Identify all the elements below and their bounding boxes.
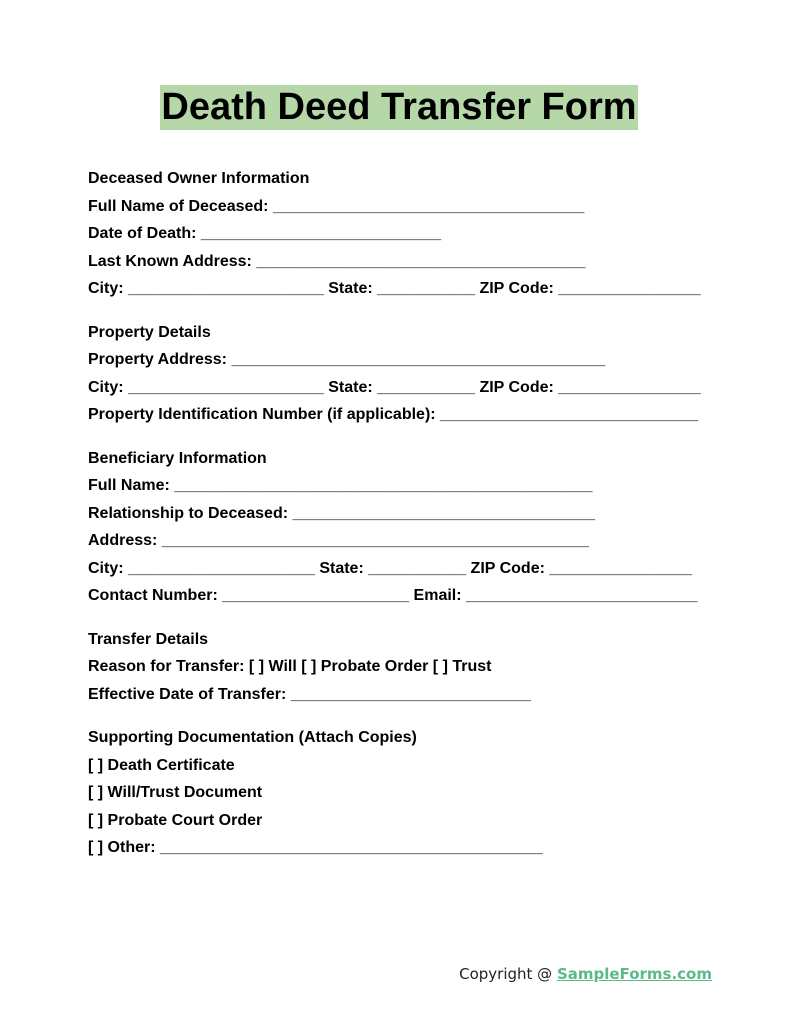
form-field-last-known-address[interactable]: Last Known Address: _____________________________________: [88, 252, 586, 270]
section-heading: Beneficiary Information: [88, 449, 267, 467]
section-heading: Property Details: [88, 323, 211, 341]
form-field-full-name[interactable]: Full Name: _______________________________________________: [88, 477, 593, 494]
section-transfer-details: [88, 626, 728, 709]
section-heading: Supporting Documentation (Attach Copies): [88, 729, 417, 746]
checkbox-other[interactable]: [ ] Other: ___________________________________________: [88, 839, 543, 856]
brand-link[interactable]: SampleForms.com: [556, 965, 712, 983]
form-field-relationship[interactable]: Relationship to Deceased: __________________________________: [88, 504, 596, 522]
form-field-property-id-number[interactable]: Property Identification Number (if applicable): _____________________________: [88, 406, 699, 423]
page-title: Death Deed Transfer Form: [161, 86, 637, 128]
checkbox-death-certificate[interactable]: [ ] Death Certificate: [88, 756, 235, 774]
form-field-city-state-zip[interactable]: City: ______________________ State: ___________ ZIP Code: ________________: [88, 378, 701, 396]
form-field-date-of-death[interactable]: Date of Death: ___________________________: [88, 225, 442, 242]
form-field-full-name-deceased[interactable]: Full Name of Deceased: ___________________________________: [88, 197, 585, 215]
section-supporting-documentation: [88, 724, 728, 862]
form-field-reason-for-transfer[interactable]: Reason for Transfer: [ ] Will [ ] Probate Order [ ] Trust: [88, 658, 492, 675]
form-field-address[interactable]: Address: ________________________________________________: [88, 532, 589, 549]
checkbox-will-trust-document[interactable]: [ ] Will/Trust Document: [88, 784, 263, 801]
form-field-contact-email[interactable]: Contact Number: _____________________ Email: __________________________: [88, 587, 698, 604]
section-property-details: [88, 319, 728, 429]
form-field-city-state-zip[interactable]: City: _____________________ State: ___________ ZIP Code: ________________: [88, 559, 692, 577]
form-field-effective-date[interactable]: Effective Date of Transfer: ___________________________: [88, 685, 531, 703]
copyright-prefix: Copyright @: [459, 965, 557, 983]
form-field-property-address[interactable]: Property Address: __________________________________________: [88, 351, 606, 368]
checkbox-probate-court-order[interactable]: [ ] Probate Court Order: [88, 811, 263, 829]
section-heading: Transfer Details: [88, 630, 209, 648]
title-container: [0, 85, 798, 130]
section-deceased-owner: [88, 165, 728, 303]
form-body: [88, 165, 728, 878]
section-heading: Deceased Owner Information: [88, 170, 310, 187]
form-field-city-state-zip[interactable]: City: ______________________ State: ___________ ZIP Code: ________________: [88, 280, 701, 297]
section-beneficiary-information: [88, 445, 728, 610]
copyright-footer: [459, 965, 712, 983]
